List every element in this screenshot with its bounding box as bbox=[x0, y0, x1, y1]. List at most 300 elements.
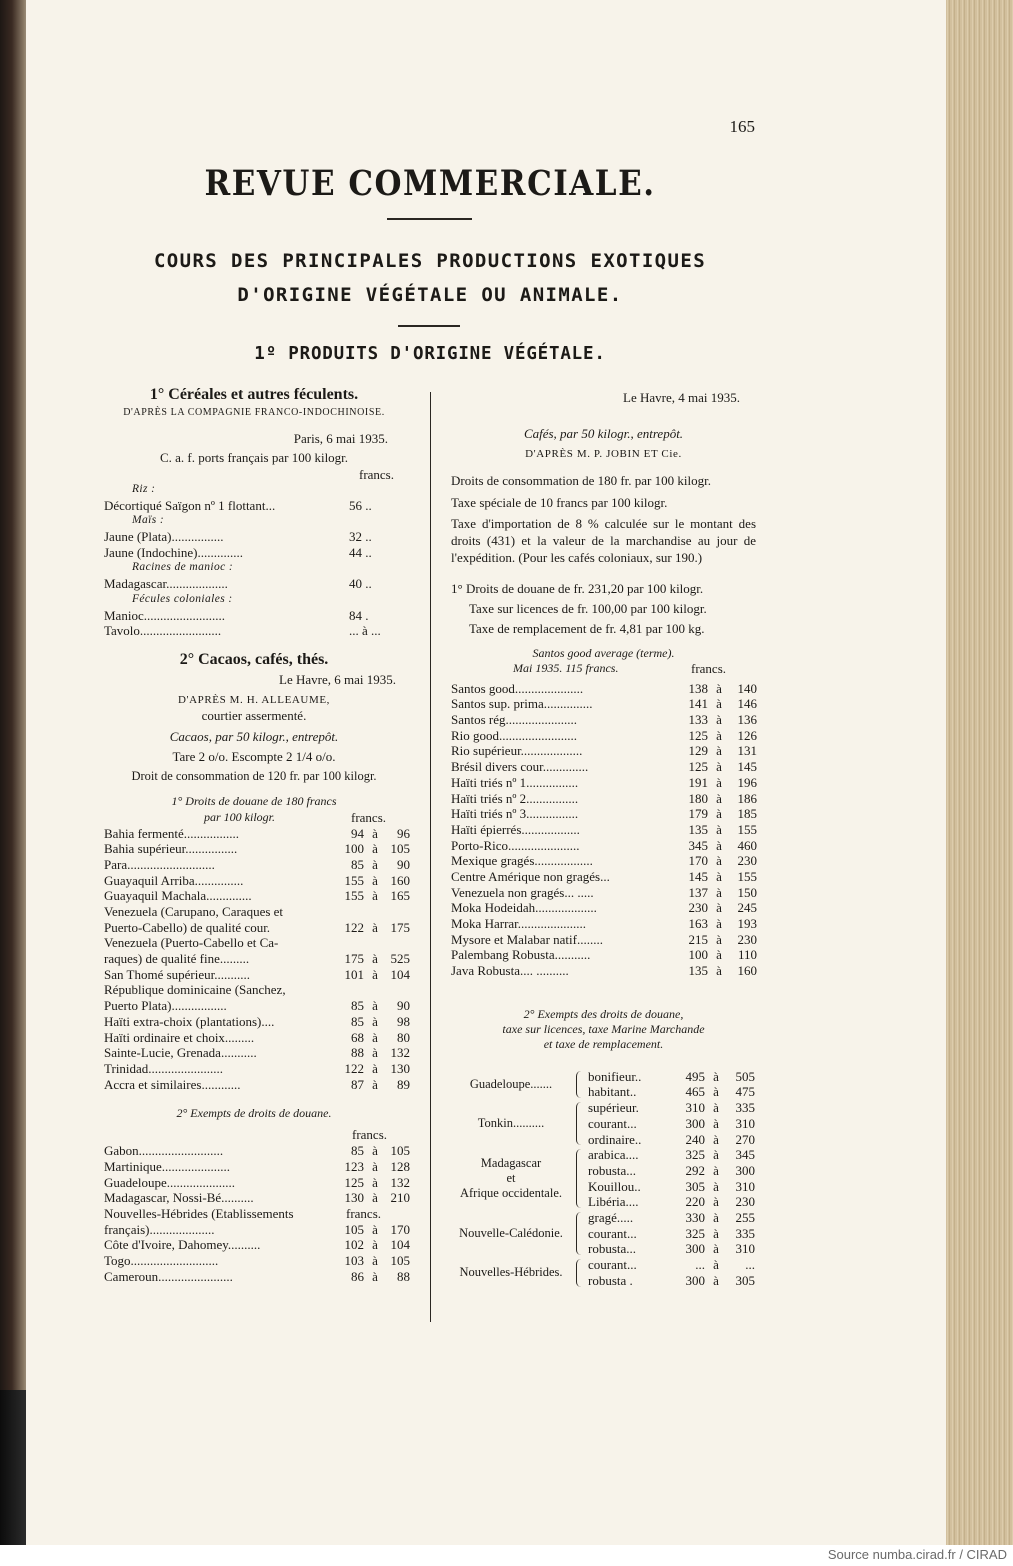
price-high: 475 bbox=[735, 1084, 755, 1100]
price-high: 345 bbox=[735, 1147, 755, 1163]
product-name: Martinique..................... bbox=[104, 1158, 231, 1174]
price-low: 125 bbox=[344, 1174, 364, 1190]
price-high: francs. bbox=[346, 1206, 382, 1221]
cacaos-tare: Tare 2 o/o. Escompte 2 1/4 o/o. bbox=[172, 748, 336, 764]
cacaos-table bbox=[104, 825, 410, 1093]
product-name: Mysore et Malabar natif........ bbox=[451, 931, 603, 947]
price-low: 345 bbox=[688, 837, 708, 853]
table-row bbox=[104, 482, 404, 498]
price-high: 525 bbox=[390, 951, 410, 967]
price-high: 230 bbox=[735, 1194, 755, 1210]
table-row bbox=[104, 841, 410, 857]
cacaos-sub1-title-row bbox=[104, 810, 404, 826]
price-high: 88 bbox=[397, 1268, 410, 1284]
grade-row bbox=[451, 1241, 756, 1257]
table-row bbox=[451, 916, 756, 932]
price-low: 85 bbox=[351, 1013, 364, 1029]
price-high: 80 bbox=[397, 1029, 410, 1045]
range-separator: à bbox=[372, 1268, 378, 1284]
price-low: 163 bbox=[688, 916, 708, 931]
cereales-heading: 1° Céréales et autres féculents. bbox=[149, 386, 359, 403]
product-name: Trinidad....................... bbox=[104, 1060, 224, 1076]
product-name: Jaune (Indochine).............. bbox=[104, 544, 243, 560]
cereales-table bbox=[104, 482, 404, 639]
grade-row bbox=[451, 1273, 756, 1289]
range-separator: à bbox=[716, 790, 722, 806]
price-low: 122 bbox=[344, 1060, 364, 1076]
product-name: Guayaquil Machala.............. bbox=[104, 888, 252, 904]
table-row bbox=[104, 1158, 410, 1175]
subtitle-rule bbox=[398, 325, 460, 327]
grade-row bbox=[451, 1132, 756, 1148]
cafes-santos-price: Mai 1935. 115 francs. bbox=[513, 661, 619, 675]
grade-name: ordinaire.. bbox=[588, 1131, 642, 1147]
table-row bbox=[104, 904, 404, 920]
price-high: 146 bbox=[737, 696, 757, 712]
price-low: 325 bbox=[685, 1225, 705, 1241]
range-separator: à bbox=[372, 1060, 378, 1076]
price-low: 155 bbox=[344, 872, 364, 888]
price-value: ... à ... bbox=[349, 623, 381, 639]
price-low: 180 bbox=[688, 790, 708, 806]
price-high: 105 bbox=[390, 841, 410, 857]
price-low: 100 bbox=[688, 947, 708, 963]
range-separator: à bbox=[713, 1100, 719, 1116]
price-low: 310 bbox=[685, 1100, 705, 1116]
range-separator: à bbox=[372, 1013, 378, 1029]
table-row bbox=[104, 1045, 410, 1061]
origin-name: Nouvelles-Hébrides. bbox=[459, 1265, 563, 1280]
range-separator: à bbox=[716, 743, 722, 759]
table-row bbox=[451, 869, 756, 885]
price-low: ... bbox=[695, 1257, 705, 1273]
table-row bbox=[451, 712, 756, 728]
cafes-exempts-table bbox=[451, 1069, 756, 1289]
range-separator: à bbox=[713, 1068, 719, 1084]
table-row bbox=[104, 982, 404, 998]
range-separator: à bbox=[372, 1029, 378, 1045]
cafes-exempts-1: 2° Exempts des droits de douane, bbox=[523, 1006, 684, 1021]
price-low: 170 bbox=[688, 853, 708, 869]
origin-name: Nouvelle-Calédonie. bbox=[459, 1226, 563, 1241]
price-low: 465 bbox=[685, 1084, 705, 1100]
range-separator: à bbox=[713, 1241, 719, 1257]
price-high: 131 bbox=[737, 743, 757, 759]
range-separator: à bbox=[713, 1225, 719, 1241]
grade-name: robusta... bbox=[588, 1241, 637, 1257]
price-high: 96 bbox=[397, 825, 410, 841]
grade-row bbox=[451, 1194, 756, 1210]
grade-name: courant... bbox=[588, 1225, 637, 1241]
table-row bbox=[104, 935, 404, 951]
table-row bbox=[104, 623, 404, 639]
product-name: Haïti ordinaire et choix......... bbox=[104, 1029, 255, 1045]
price-high: 132 bbox=[390, 1174, 410, 1190]
table-row bbox=[451, 963, 756, 979]
price-high: 310 bbox=[735, 1178, 755, 1194]
grade-name: courant... bbox=[588, 1115, 637, 1131]
table-row bbox=[451, 775, 756, 791]
right-column bbox=[451, 390, 756, 1289]
range-separator: à bbox=[713, 1272, 719, 1288]
product-name: Santos sup. prima............... bbox=[451, 696, 593, 712]
price-low: 130 bbox=[344, 1190, 364, 1206]
range-separator: à bbox=[716, 868, 722, 884]
price-low: 137 bbox=[688, 884, 708, 900]
range-separator: à bbox=[713, 1178, 719, 1194]
cafes-unit: francs. bbox=[691, 661, 727, 676]
price-low: 230 bbox=[688, 900, 708, 916]
product-name: Jaune (Plata)................ bbox=[104, 529, 224, 545]
product-name: Venezuela non gragés... ..... bbox=[451, 884, 594, 900]
cafes-p6: Taxe de remplacement de fr. 4,81 par 100 kg. bbox=[469, 621, 705, 636]
price-low: 145 bbox=[688, 868, 708, 884]
price-high: 130 bbox=[390, 1060, 410, 1076]
table-row bbox=[104, 1268, 410, 1285]
product-name: Tavolo......................... bbox=[104, 623, 222, 639]
price-high: 132 bbox=[390, 1045, 410, 1061]
price-value: 32 .. bbox=[349, 529, 372, 545]
column-divider bbox=[430, 392, 431, 1322]
price-high: 104 bbox=[390, 966, 410, 982]
price-low: 125 bbox=[688, 759, 708, 775]
grade-name: arabica.... bbox=[588, 1147, 639, 1163]
grade-row bbox=[451, 1226, 756, 1242]
price-low: 133 bbox=[688, 712, 708, 728]
table-row bbox=[104, 576, 404, 592]
table-row bbox=[104, 919, 410, 936]
price-high: 90 bbox=[397, 998, 410, 1014]
grade-row bbox=[451, 1163, 756, 1179]
range-separator: à bbox=[716, 821, 722, 837]
price-high: 140 bbox=[737, 680, 757, 696]
product-name: République dominicaine (Sanchez, bbox=[104, 982, 286, 998]
table-row bbox=[104, 998, 410, 1014]
price-low: 305 bbox=[685, 1178, 705, 1194]
cereales-date: Paris, 6 mai 1935. bbox=[293, 431, 388, 446]
cafes-p5: Taxe sur licences de fr. 100,00 par 100 kilogr. bbox=[469, 601, 707, 616]
cafes-santos-row bbox=[451, 661, 756, 677]
source-footer bbox=[0, 1545, 1013, 1566]
product-name: Cameroun....................... bbox=[104, 1268, 233, 1284]
table-row bbox=[104, 513, 404, 529]
origin-name: Madagascar bbox=[480, 1156, 542, 1171]
table-row bbox=[104, 888, 410, 904]
range-separator: à bbox=[372, 841, 378, 857]
page-edges bbox=[946, 0, 1013, 1545]
grade-row bbox=[451, 1147, 756, 1163]
price-low: 155 bbox=[344, 888, 364, 904]
price-high: 460 bbox=[737, 837, 757, 853]
range-separator: à bbox=[713, 1210, 719, 1226]
table-row bbox=[451, 696, 756, 712]
product-name: Guadeloupe..................... bbox=[104, 1174, 236, 1190]
cafes-p3: Taxe d'importation de 8 % calculée sur le montant des droits (431) et la valeur de la marchandise au jour de l'expédition. (Pour les cafés coloniaux, sur 190.) bbox=[451, 516, 756, 565]
range-separator: à bbox=[372, 1174, 378, 1190]
range-separator: à bbox=[716, 931, 722, 947]
range-separator: à bbox=[372, 1158, 378, 1174]
range-separator: à bbox=[716, 916, 722, 931]
grade-row bbox=[451, 1210, 756, 1226]
price-low: 141 bbox=[688, 696, 708, 712]
product-name: Décortiqué Saïgon nº 1 flottant... bbox=[104, 497, 276, 513]
price-high: 155 bbox=[737, 868, 757, 884]
product-name: Porto-Rico...................... bbox=[451, 837, 580, 853]
price-value: 44 .. bbox=[349, 544, 372, 560]
price-low: 240 bbox=[685, 1131, 705, 1147]
cafes-source: D'APRÈS M. P. JOBIN ET Cie. bbox=[525, 448, 682, 460]
table-row bbox=[104, 1060, 410, 1077]
range-separator: à bbox=[372, 1190, 378, 1206]
origin-group bbox=[451, 1210, 756, 1257]
origin-name: Guadeloupe....... bbox=[469, 1076, 553, 1091]
table-row bbox=[451, 806, 756, 822]
product-name: Guayaquil Arriba............... bbox=[104, 872, 244, 888]
price-high: 105 bbox=[390, 1143, 410, 1159]
product-name: Haïti triés nº 2................ bbox=[451, 790, 579, 806]
table-row bbox=[451, 900, 756, 916]
price-low: 300 bbox=[685, 1241, 705, 1257]
range-separator: à bbox=[713, 1084, 719, 1100]
table-row bbox=[104, 529, 404, 545]
product-name: Venezuela (Puerto-Cabello et Ca- bbox=[104, 935, 279, 951]
table-row bbox=[104, 498, 404, 514]
table-row bbox=[104, 592, 404, 608]
price-low: 125 bbox=[688, 727, 708, 743]
product-name: Palembang Robusta........... bbox=[451, 947, 591, 963]
table-row bbox=[104, 1174, 410, 1191]
product-name: Santos good..................... bbox=[451, 680, 584, 696]
product-name: Santos rég...................... bbox=[451, 712, 578, 728]
range-separator: à bbox=[372, 1221, 378, 1237]
range-separator: à bbox=[716, 712, 722, 728]
table-row bbox=[104, 825, 410, 842]
page-number: 165 bbox=[729, 117, 755, 136]
table-row bbox=[451, 759, 756, 775]
grade-name: habitant.. bbox=[588, 1084, 637, 1100]
price-low: 330 bbox=[685, 1210, 705, 1226]
price-low: 135 bbox=[688, 821, 708, 837]
cafes-santos-title: Santos good average (terme). bbox=[532, 646, 675, 660]
range-separator: à bbox=[372, 1237, 378, 1253]
price-high: 104 bbox=[390, 1237, 410, 1253]
table-row bbox=[104, 1143, 410, 1159]
cafes-p4: 1° Droits de douane de fr. 231,20 par 100 kilogr. bbox=[451, 581, 704, 596]
category-label: Maïs : bbox=[132, 514, 165, 527]
table-row bbox=[104, 545, 404, 561]
cacaos-droit: Droit de consommation de 120 fr. par 100 kilogr. bbox=[131, 768, 377, 783]
table-row bbox=[451, 791, 756, 807]
subtitle-line-1: COURS DES PRINCIPALES PRODUCTIONS EXOTIQUES bbox=[153, 250, 707, 272]
price-high: 245 bbox=[737, 900, 757, 916]
price-low: 100 bbox=[344, 841, 364, 857]
range-separator: à bbox=[713, 1147, 719, 1163]
range-separator: à bbox=[716, 759, 722, 775]
cacaos-basis: Cacaos, par 50 kilogr., entrepôt. bbox=[169, 728, 339, 744]
price-high: ... bbox=[745, 1257, 755, 1273]
product-name: français).................... bbox=[104, 1221, 215, 1237]
grade-row bbox=[451, 1116, 756, 1132]
cacaos-sub1-title: 1° Droits de douane de 180 francs bbox=[171, 793, 337, 808]
price-low: 87 bbox=[351, 1076, 364, 1092]
price-low: 292 bbox=[685, 1162, 705, 1178]
bookmark-ribbon bbox=[0, 1390, 26, 1545]
price-low: 122 bbox=[344, 919, 364, 935]
product-name: Togo........................... bbox=[104, 1253, 219, 1269]
table-row bbox=[451, 947, 756, 963]
table-row bbox=[104, 1206, 404, 1222]
product-name: Moka Harrar..................... bbox=[451, 916, 587, 931]
price-low: 191 bbox=[688, 774, 708, 790]
table-row bbox=[104, 966, 410, 983]
range-separator: à bbox=[372, 1253, 378, 1269]
range-separator: à bbox=[713, 1115, 719, 1131]
product-name: raques) de qualité fine......... bbox=[104, 951, 250, 967]
range-separator: à bbox=[716, 680, 722, 696]
price-low: 85 bbox=[351, 1143, 364, 1159]
range-separator: à bbox=[372, 966, 378, 982]
price-high: 310 bbox=[735, 1241, 755, 1257]
product-name: Haïti extra-choix (plantations).... bbox=[104, 1013, 275, 1029]
price-low: 101 bbox=[344, 966, 364, 982]
range-separator: à bbox=[716, 884, 722, 900]
product-name: Puerto-Cabello) de qualité cour. bbox=[104, 919, 271, 935]
table-row bbox=[104, 1076, 410, 1093]
cafes-table bbox=[451, 681, 756, 979]
table-row bbox=[104, 1190, 410, 1206]
price-high: 90 bbox=[397, 856, 410, 872]
price-high: 300 bbox=[735, 1162, 755, 1178]
cacaos-source: D'APRÈS M. H. ALLEAUME, bbox=[177, 693, 331, 706]
range-separator: à bbox=[372, 919, 378, 935]
cacaos-source-2: courtier assermenté. bbox=[201, 707, 307, 723]
grade-row bbox=[451, 1100, 756, 1116]
price-high: 310 bbox=[735, 1115, 755, 1131]
range-separator: à bbox=[713, 1194, 719, 1210]
grade-name: robusta . bbox=[588, 1272, 633, 1288]
cafes-exempts-2: taxe sur licences, taxe Marine Marchande bbox=[502, 1021, 705, 1036]
title-rule bbox=[387, 218, 472, 220]
grade-row bbox=[451, 1069, 756, 1085]
origin-name: Tonkin.......... bbox=[477, 1116, 545, 1131]
product-name: Mexique gragés.................. bbox=[451, 853, 593, 869]
product-name: San Thomé supérieur........... bbox=[104, 966, 250, 982]
price-low: 103 bbox=[344, 1253, 364, 1269]
left-column bbox=[104, 386, 410, 1284]
price-high: 270 bbox=[735, 1131, 755, 1147]
range-separator: à bbox=[372, 951, 378, 967]
range-separator: à bbox=[372, 872, 378, 888]
price-low: 85 bbox=[351, 856, 364, 872]
price-low: 68 bbox=[351, 1029, 364, 1045]
price-value: 84 . bbox=[349, 607, 369, 623]
table-row bbox=[104, 872, 410, 889]
price-high: 126 bbox=[737, 727, 757, 743]
range-separator: à bbox=[372, 998, 378, 1014]
table-row bbox=[451, 743, 756, 759]
price-high: 196 bbox=[737, 774, 757, 790]
price-low: 85 bbox=[351, 998, 364, 1014]
grade-name: Kouillou.. bbox=[588, 1178, 641, 1194]
price-high: 210 bbox=[390, 1190, 410, 1206]
product-name: Venezuela (Carupano, Caraques et bbox=[104, 904, 284, 919]
range-separator: à bbox=[716, 774, 722, 790]
price-high: 98 bbox=[397, 1013, 410, 1029]
cacaos-unit: francs. bbox=[351, 809, 387, 825]
price-low: 88 bbox=[351, 1045, 364, 1061]
grade-name: supérieur. bbox=[588, 1100, 639, 1116]
price-high: 160 bbox=[737, 963, 757, 979]
price-low: 102 bbox=[344, 1237, 364, 1253]
cacaos-heading: 2° Cacaos, cafés, thés. bbox=[179, 650, 329, 668]
cafes-exempts-3: et taxe de remplacement. bbox=[543, 1036, 664, 1051]
range-separator: à bbox=[372, 825, 378, 841]
subtitle-line-2: D'ORIGINE VÉGÉTALE OU ANIMALE. bbox=[237, 284, 623, 306]
price-low: 138 bbox=[688, 680, 708, 696]
price-high: 505 bbox=[735, 1068, 755, 1084]
price-low: 179 bbox=[688, 806, 708, 822]
product-name: Java Robusta.... .......... bbox=[451, 963, 569, 979]
cacaos-exempts-table bbox=[104, 1143, 410, 1284]
range-separator: à bbox=[716, 696, 722, 712]
price-low: 123 bbox=[344, 1158, 364, 1174]
price-high: 230 bbox=[737, 931, 757, 947]
range-separator: à bbox=[713, 1257, 719, 1273]
price-low: 175 bbox=[344, 951, 364, 967]
product-name: Brésil divers cour.............. bbox=[451, 759, 589, 775]
product-name: Bahia fermenté................. bbox=[104, 825, 240, 841]
table-row bbox=[104, 1013, 410, 1030]
cacaos-date: Le Havre, 6 mai 1935. bbox=[279, 671, 396, 687]
table-row bbox=[451, 728, 756, 744]
cacaos-sub2-unit: francs. bbox=[352, 1127, 388, 1143]
product-name: Bahia supérieur................ bbox=[104, 841, 238, 857]
range-separator: à bbox=[372, 856, 378, 872]
cafes-date: Le Havre, 4 mai 1935. bbox=[623, 390, 740, 405]
price-high: 150 bbox=[737, 884, 757, 900]
price-high: 165 bbox=[390, 888, 410, 904]
product-name: Rio supérieur................... bbox=[451, 743, 583, 759]
price-low: 135 bbox=[688, 963, 708, 979]
price-high: 145 bbox=[737, 759, 757, 775]
product-name: Sainte-Lucie, Grenada........... bbox=[104, 1045, 257, 1061]
product-name: Centre Amérique non gragés... bbox=[451, 868, 610, 884]
origin-group bbox=[451, 1257, 756, 1288]
table-row bbox=[451, 822, 756, 838]
price-low: 325 bbox=[685, 1147, 705, 1163]
price-low: 129 bbox=[688, 743, 708, 759]
product-name: Madagascar, Nossi-Bé.......... bbox=[104, 1190, 254, 1206]
table-row bbox=[451, 853, 756, 869]
origin-name: Afrique occidentale. bbox=[459, 1186, 563, 1201]
product-name: Côte d'Ivoire, Dahomey.......... bbox=[104, 1237, 261, 1253]
table-row bbox=[451, 885, 756, 901]
product-name: Haïti triés nº 3................ bbox=[451, 806, 579, 822]
grade-row bbox=[451, 1257, 756, 1273]
price-value: 56 .. bbox=[349, 497, 372, 513]
cafes-p2: Taxe spéciale de 10 francs par 100 kilogr. bbox=[451, 495, 668, 510]
price-high: 193 bbox=[737, 916, 757, 931]
grade-row bbox=[451, 1084, 756, 1100]
cereales-unit: francs. bbox=[358, 467, 394, 482]
price-high: 136 bbox=[737, 712, 757, 728]
product-name: Haïti épierrés.................. bbox=[451, 821, 580, 837]
range-separator: à bbox=[716, 963, 722, 979]
section-heading: 1º PRODUITS D'ORIGINE VÉGÉTALE. bbox=[254, 344, 606, 364]
price-high: 186 bbox=[737, 790, 757, 806]
table-row bbox=[104, 951, 410, 967]
range-separator: à bbox=[716, 947, 722, 963]
